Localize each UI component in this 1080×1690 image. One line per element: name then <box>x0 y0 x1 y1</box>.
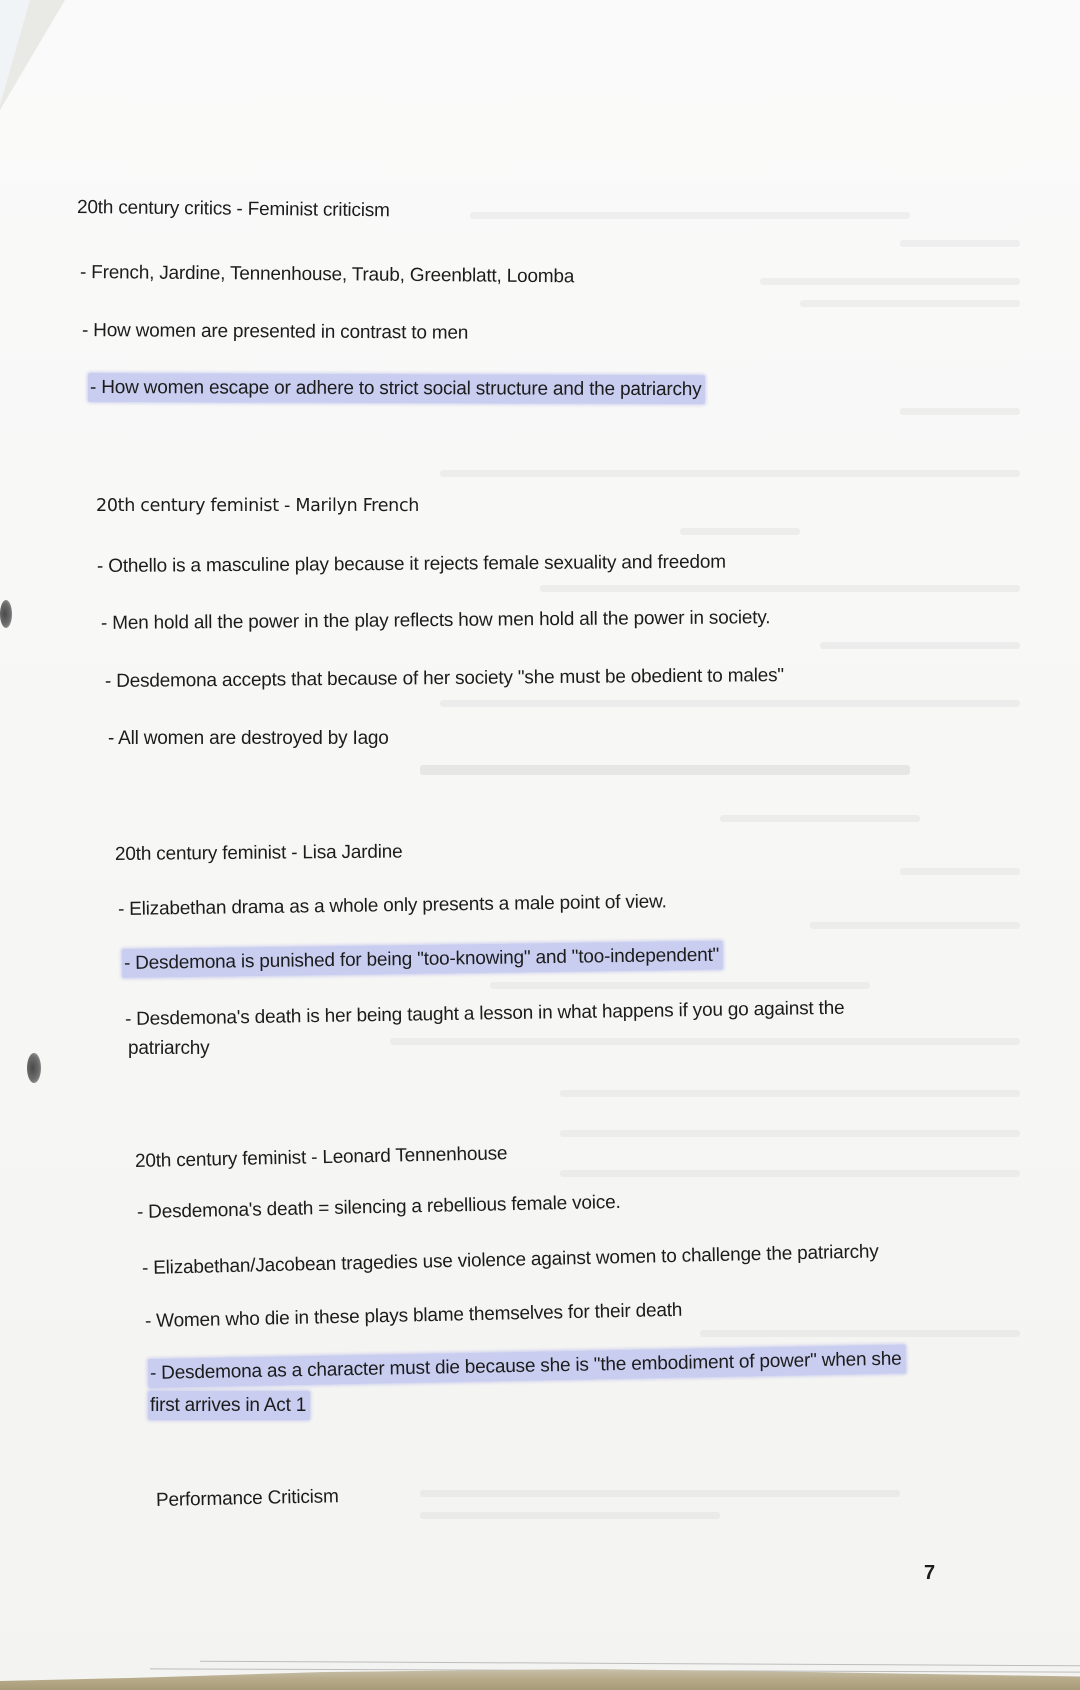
bleed-through-text <box>390 1038 1020 1045</box>
highlight-marker: - Desdemona is punished for being "too-knowing" and "too-independent" <box>122 941 724 978</box>
bullet-item-highlighted <box>148 1347 906 1386</box>
bleed-through-text <box>420 1512 720 1519</box>
section-heading: 20th century feminist - Marilyn French <box>96 496 420 516</box>
highlight-marker: - How women escape or adhere to strict social structure and the patriarchy <box>88 373 706 404</box>
punch-hole <box>27 1053 41 1083</box>
bullet-item: - Elizabethan drama as a whole only presents a male point of view. <box>117 891 667 920</box>
bleed-through-text <box>470 212 910 219</box>
bleed-through-text <box>680 528 800 535</box>
bleed-through-text <box>420 1490 900 1497</box>
section-heading: 20th century critics - Feminist criticism <box>76 197 390 222</box>
bleed-through-text <box>900 408 1020 415</box>
bullet-item: - Othello is a masculine play because it rejects female sexuality and freedom <box>96 551 726 577</box>
bleed-through-text <box>440 470 1020 477</box>
page-number: 7 <box>924 1562 936 1584</box>
bleed-through-text <box>810 922 1020 929</box>
bleed-through-text <box>900 240 1020 247</box>
section-heading: 20th century feminist - Lisa Jardine <box>114 841 403 865</box>
page-stack-edge <box>200 1661 1080 1667</box>
bullet-item-highlighted <box>88 376 706 402</box>
bullet-item-highlighted <box>122 944 723 976</box>
bullet-item: - Elizabethan/Jacobean tragedies use violence against women to challenge the patriarchy <box>141 1241 879 1279</box>
bleed-through-text <box>490 982 870 989</box>
bleed-through-text <box>540 585 1020 592</box>
section-heading: Performance Criticism <box>155 1486 339 1511</box>
bullet-item: - Desdemona's death = silencing a rebellious female voice. <box>136 1191 621 1223</box>
page-corner-fold-inner <box>0 0 30 105</box>
bullet-item: - Women who die in these plays blame themselves for their death <box>144 1299 683 1332</box>
bleed-through-text <box>760 278 1020 285</box>
bullet-item: - All women are destroyed by Iago <box>108 728 389 749</box>
bullet-item: - Desdemona's death is her being taught a lesson in what happens if you go against the <box>124 997 845 1030</box>
bleed-through-text <box>420 765 910 775</box>
bullet-item-continuation: patriarchy <box>128 1038 210 1059</box>
bullet-item: - Desdemona accepts that because of her society "she must be obedient to males" <box>104 665 784 692</box>
bullet-item: - How women are presented in contrast to men <box>81 320 469 344</box>
bleed-through-text <box>820 642 1020 649</box>
bleed-through-text <box>720 815 920 822</box>
section-heading: 20th century feminist - Leonard Tennenhouse <box>134 1143 508 1172</box>
highlight-marker: first arrives in Act 1 <box>148 1391 310 1420</box>
punch-hole <box>0 600 12 628</box>
bleed-through-text <box>800 300 1020 307</box>
bleed-through-text <box>900 868 1020 875</box>
highlight-marker: - Desdemona as a character must die because she is "the embodiment of power" when she <box>148 1344 906 1388</box>
bleed-through-text <box>560 1170 1020 1177</box>
bullet-item: - Men hold all the power in the play reflects how men hold all the power in society. <box>100 607 771 634</box>
bleed-through-text <box>440 700 1020 707</box>
bleed-through-text <box>700 1330 1020 1337</box>
bullet-item: - French, Jardine, Tennenhouse, Traub, Greenblatt, Loomba <box>79 262 575 288</box>
bullet-item-continuation-highlighted <box>148 1394 310 1418</box>
bleed-through-text <box>560 1130 1020 1137</box>
bleed-through-text <box>560 1090 1020 1097</box>
